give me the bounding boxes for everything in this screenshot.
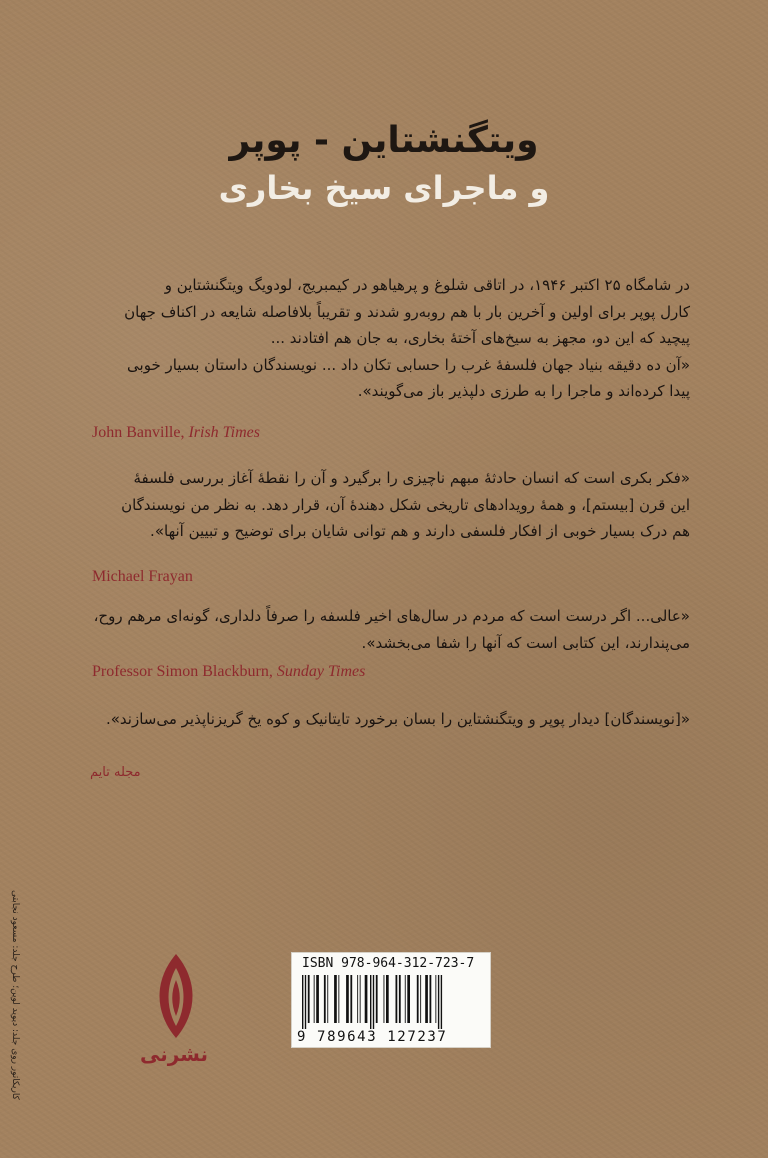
attribution-name: John Banville, [92,424,189,441]
barcode-bar [399,975,401,1023]
blurb-2-attribution [92,568,193,586]
blurb-1 [92,272,690,405]
blurb-3-attribution [92,663,365,681]
blurb-line: «آن ده دقیقه بنیاد جهان فلسفهٔ غرب را حسابی تکان داد ... نویسندگان داستان بسیار خوبی [127,355,690,374]
barcode-bar [316,975,319,1023]
barcode-bar [373,975,374,1029]
blurb-4-attribution: مجله تایم [90,765,141,780]
barcode-bar [370,975,371,1029]
blurb-line: «فکر بکری است که انسان حادثهٔ مبهم ناچیزی را برگیرد و آن را نقطهٔ آغاز بررسی فلسفهٔ [133,469,690,487]
barcode-bar [438,975,439,1029]
blurb-line: کارل پوپر برای اولین و آخرین بار با هم روبه‌رو شدند و تقریباً بلافاصله شایعه در اکناف جهان [124,302,690,321]
barcode-bar [357,975,358,1023]
attribution-name: Professor Simon Blackburn, [92,663,277,680]
barcode-bar [324,975,326,1023]
barcode-bar [302,975,303,1029]
publisher-name: نشرنی [139,1042,208,1066]
blurb-line: «عالی... اگر درست است که مردم در سال‌های اخیر فلسفه را صرفاً دلداری، گونه‌ای مرهم روح، [93,607,690,625]
attribution-name: Michael Frayan [92,568,193,585]
ean-number: 9 789643 127237 [297,1029,448,1045]
title-block [0,118,768,210]
blurb-line: هم درک بسیار خوبی از افکار فلسفی دارند و هم توانی شایان برای توضیح و تبیین آنها». [150,522,690,540]
cover-credit: کاریکاتور روی جلد: دیوید لوین؛ طرح جلد: مسعود نجابتی [10,890,20,1100]
blurb-1-attribution [92,424,260,442]
barcode-bar [314,975,315,1023]
barcode-bar [430,975,432,1023]
barcode-bar [386,975,389,1023]
barcode-bar [360,975,361,1023]
attribution-source: Sunday Times [276,663,366,680]
barcode-bar [327,975,328,1023]
barcode-bar [407,975,410,1023]
barcode-bar [308,975,310,1023]
barcode-bar [346,975,349,1023]
barcode-bar [350,975,352,1023]
barcode-bar [425,975,428,1023]
blurb-3 [92,603,690,656]
blurb-line: در شامگاه ۲۵ اکتبر ۱۹۴۶، در اتاقی شلوغ و پرهیاهو در کیمبریج، لودویگ ویتگنشتاین و [164,276,690,294]
book-subtitle: و ماجرای سیخ بخاری [218,169,550,207]
blurb-line: پیدا کرده‌اند و ماجرا را به طرزی دلپذیر باز می‌گویند». [357,382,690,400]
barcode-bar [376,975,378,1023]
blurb-line: می‌پندارند، این کتابی است که آنها را شفا می‌بخشد». [361,633,690,652]
barcode-bar [435,975,436,1023]
book-title: ویتگنشتاین - پوپر [229,120,539,161]
blurb-line: «[نویسندگان] دیدار پوپر و ویتگنشتاین را بسان برخورد تایتانیک و کوه یخ گریزناپذیر می‌سازند». [105,710,690,728]
barcode-bar [405,975,406,1023]
blurb-line: پیچید که این دو، مجهز به سیخ‌های آختهٔ بخاری، به جان هم افتادند ... [270,329,690,347]
barcode-bar [396,975,398,1023]
barcode-bar [420,975,421,1023]
isbn-number: ISBN 978-964-312-723-7 [302,956,475,971]
isbn-barcode [291,952,491,1048]
barcode-bars [302,975,482,1029]
barcode-bar [441,975,442,1029]
barcode-bar [384,975,385,1023]
blurb-4 [92,706,690,733]
barcode-bar [334,975,337,1023]
attribution-source: Irish Times [188,424,261,441]
barcode-bar [417,975,419,1023]
blurb-2 [92,465,690,545]
blurb-line: این قرن [بیستم]، و همهٔ رویدادهای تاریخی شکل دهندهٔ آن، قرار دهد. به نظر من نویسندگان [121,495,690,514]
barcode-bar [365,975,368,1023]
barcode-bar [305,975,306,1029]
barcode-bar [338,975,339,1023]
